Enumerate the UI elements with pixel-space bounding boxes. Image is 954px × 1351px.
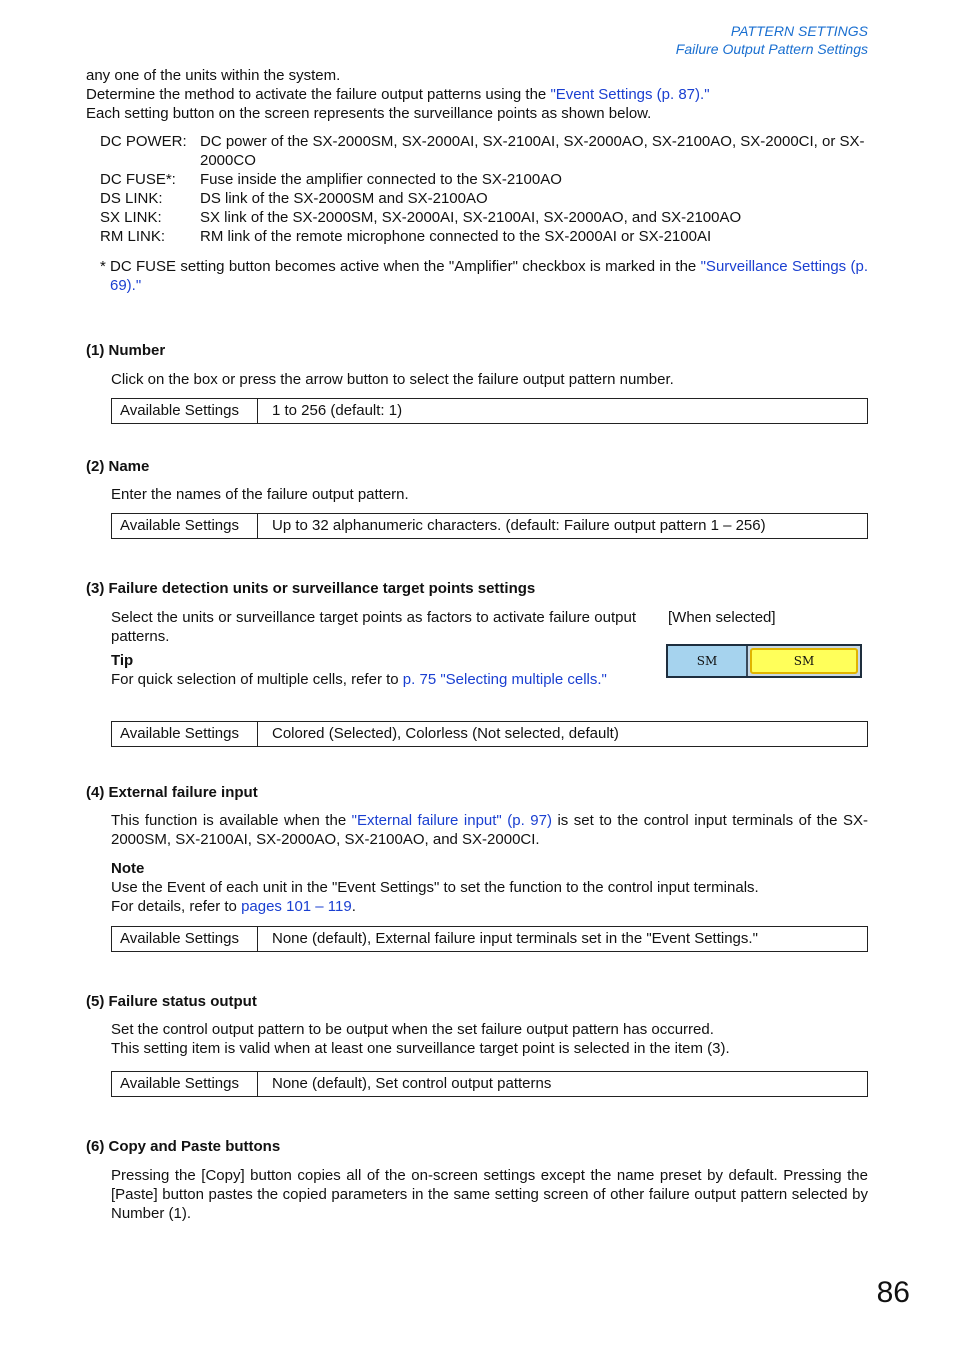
- section-2-text: Enter the names of the failure output pattern.: [111, 486, 409, 503]
- available-settings-value: 1 to 256 (default: 1): [258, 399, 868, 424]
- footnote-body: DC FUSE setting button becomes active when the "Amplifier" checkbox is marked in the: [110, 258, 701, 275]
- available-settings-label: Available Settings: [112, 927, 258, 952]
- section-2-settings-table: [111, 513, 868, 539]
- sm-button-unselected[interactable]: SM: [668, 646, 748, 676]
- definition-term: DC POWER:: [100, 133, 187, 150]
- definition-row: [100, 170, 868, 189]
- section-4-heading: (4) External failure input: [86, 784, 258, 801]
- footnote-marker: *: [100, 258, 106, 275]
- section-3-settings-table: [111, 721, 868, 747]
- available-settings-label: Available Settings: [112, 514, 258, 539]
- event-settings-link[interactable]: "Event Settings (p. 87).": [550, 86, 710, 103]
- section-3-heading: (3) Failure detection units or surveillance target points settings: [86, 580, 536, 597]
- note-line-2-text: For details, refer to: [111, 898, 242, 915]
- footnote: [100, 257, 868, 295]
- definition-row: [100, 189, 868, 208]
- footnote-text: [110, 257, 868, 295]
- available-settings-label: Available Settings: [112, 399, 258, 424]
- page-number: 86: [876, 1276, 910, 1309]
- section-4-settings-table: [111, 926, 868, 952]
- section-5-settings-table: [111, 1071, 868, 1097]
- section-1-heading: (1) Number: [86, 342, 166, 359]
- running-header: [676, 22, 868, 58]
- section-6-heading: (6) Copy and Paste buttons: [86, 1138, 281, 1155]
- definition-desc: SX link of the SX-2000SM, SX-2000AI, SX-2100AI, SX-2000AO, and SX-2100AO: [200, 209, 742, 226]
- section-4-text-a: This function is available when the: [111, 812, 352, 829]
- intro-line-1: any one of the units within the system.: [86, 67, 341, 84]
- external-failure-input-link[interactable]: "External failure input" (p. 97): [351, 812, 552, 829]
- definition-term: SX LINK:: [100, 209, 162, 226]
- note-line-2-end: .: [351, 898, 356, 915]
- section-3-text: Select the units or surveillance target points as factors to activate failure output patterns.: [111, 609, 636, 645]
- note-line-1: Use the Event of each unit in the "Event Settings" to set the function to the control input terminals.: [111, 879, 759, 896]
- sm-button-sample: [666, 644, 862, 678]
- surveillance-settings-link[interactable]: "Surveillance Settings (p. 69).": [110, 258, 868, 294]
- intro-paragraph: [86, 66, 868, 123]
- available-settings-value: Colored (Selected), Colorless (Not selected, default): [258, 722, 868, 747]
- definition-row: [100, 208, 868, 227]
- sm-button-selected[interactable]: SM: [750, 648, 858, 674]
- definition-row: [100, 227, 868, 246]
- definition-desc: DC power of the SX-2000SM, SX-2000AI, SX-2100AI, SX-2000AO, SX-2100AO, SX-2000CI, or SX-2000CO: [200, 133, 865, 169]
- intro-line-2-text: Determine the method to activate the failure output patterns using the: [86, 86, 551, 103]
- tip-text: [111, 670, 636, 689]
- available-settings-value: None (default), External failure input terminals set in the "Event Settings.": [258, 927, 868, 952]
- definition-desc: RM link of the remote microphone connected to the SX-2000AI or SX-2100AI: [200, 228, 712, 245]
- intro-line-2: [86, 85, 868, 104]
- definition-list: [100, 132, 868, 246]
- section-6-text: Pressing the [Copy] button copies all of the on-screen settings except the name preset by default. Pressing the [Paste] button pastes the copied parameters in the same setting screen of other failure output pattern selected by Number (1).: [111, 1167, 868, 1222]
- section-5-heading: (5) Failure status output: [86, 993, 257, 1010]
- section-4-text: [111, 811, 868, 849]
- section-1-settings-table: [111, 398, 868, 424]
- intro-line-3: Each setting button on the screen represents the surveillance points as shown below.: [86, 105, 652, 122]
- section-5-line-2: This setting item is valid when at least one surveillance target point is selected in the item (3).: [111, 1040, 730, 1057]
- definition-row: [100, 132, 868, 170]
- note-line-2: [111, 897, 868, 916]
- available-settings-label: Available Settings: [112, 1072, 258, 1097]
- section-2-heading: (2) Name: [86, 458, 150, 475]
- note-label: Note: [111, 860, 145, 877]
- section-1-text: Click on the box or press the arrow button to select the failure output pattern number.: [111, 371, 674, 388]
- available-settings-label: Available Settings: [112, 722, 258, 747]
- available-settings-value: Up to 32 alphanumeric characters. (default: Failure output pattern 1 – 256): [258, 514, 868, 539]
- definition-desc: Fuse inside the amplifier connected to the SX-2100AO: [200, 171, 562, 188]
- pages-101-119-link[interactable]: pages 101 – 119: [241, 898, 352, 915]
- header-section: PATTERN SETTINGS: [730, 23, 868, 39]
- definition-term: RM LINK:: [100, 228, 166, 245]
- tip-body: For quick selection of multiple cells, refer to: [111, 671, 403, 688]
- when-selected-caption: [When selected]: [668, 609, 776, 626]
- section-4-text-b: is set to the control input terminals of the SX-2000SM, SX-2100AI, SX-2000AO, SX-2100AO, and SX-2000CI.: [111, 812, 868, 848]
- selecting-multiple-cells-link[interactable]: p. 75 "Selecting multiple cells.": [402, 671, 607, 688]
- section-5-line-1: Set the control output pattern to be output when the set failure output pattern has occurred.: [111, 1021, 714, 1038]
- available-settings-value: None (default), Set control output patterns: [258, 1072, 868, 1097]
- definition-desc: DS link of the SX-2000SM and SX-2100AO: [200, 190, 488, 207]
- tip-label: Tip: [111, 652, 134, 669]
- definition-term: DS LINK:: [100, 190, 163, 207]
- definition-term: DC FUSE*:: [100, 171, 176, 188]
- header-subsection: Failure Output Pattern Settings: [675, 41, 868, 57]
